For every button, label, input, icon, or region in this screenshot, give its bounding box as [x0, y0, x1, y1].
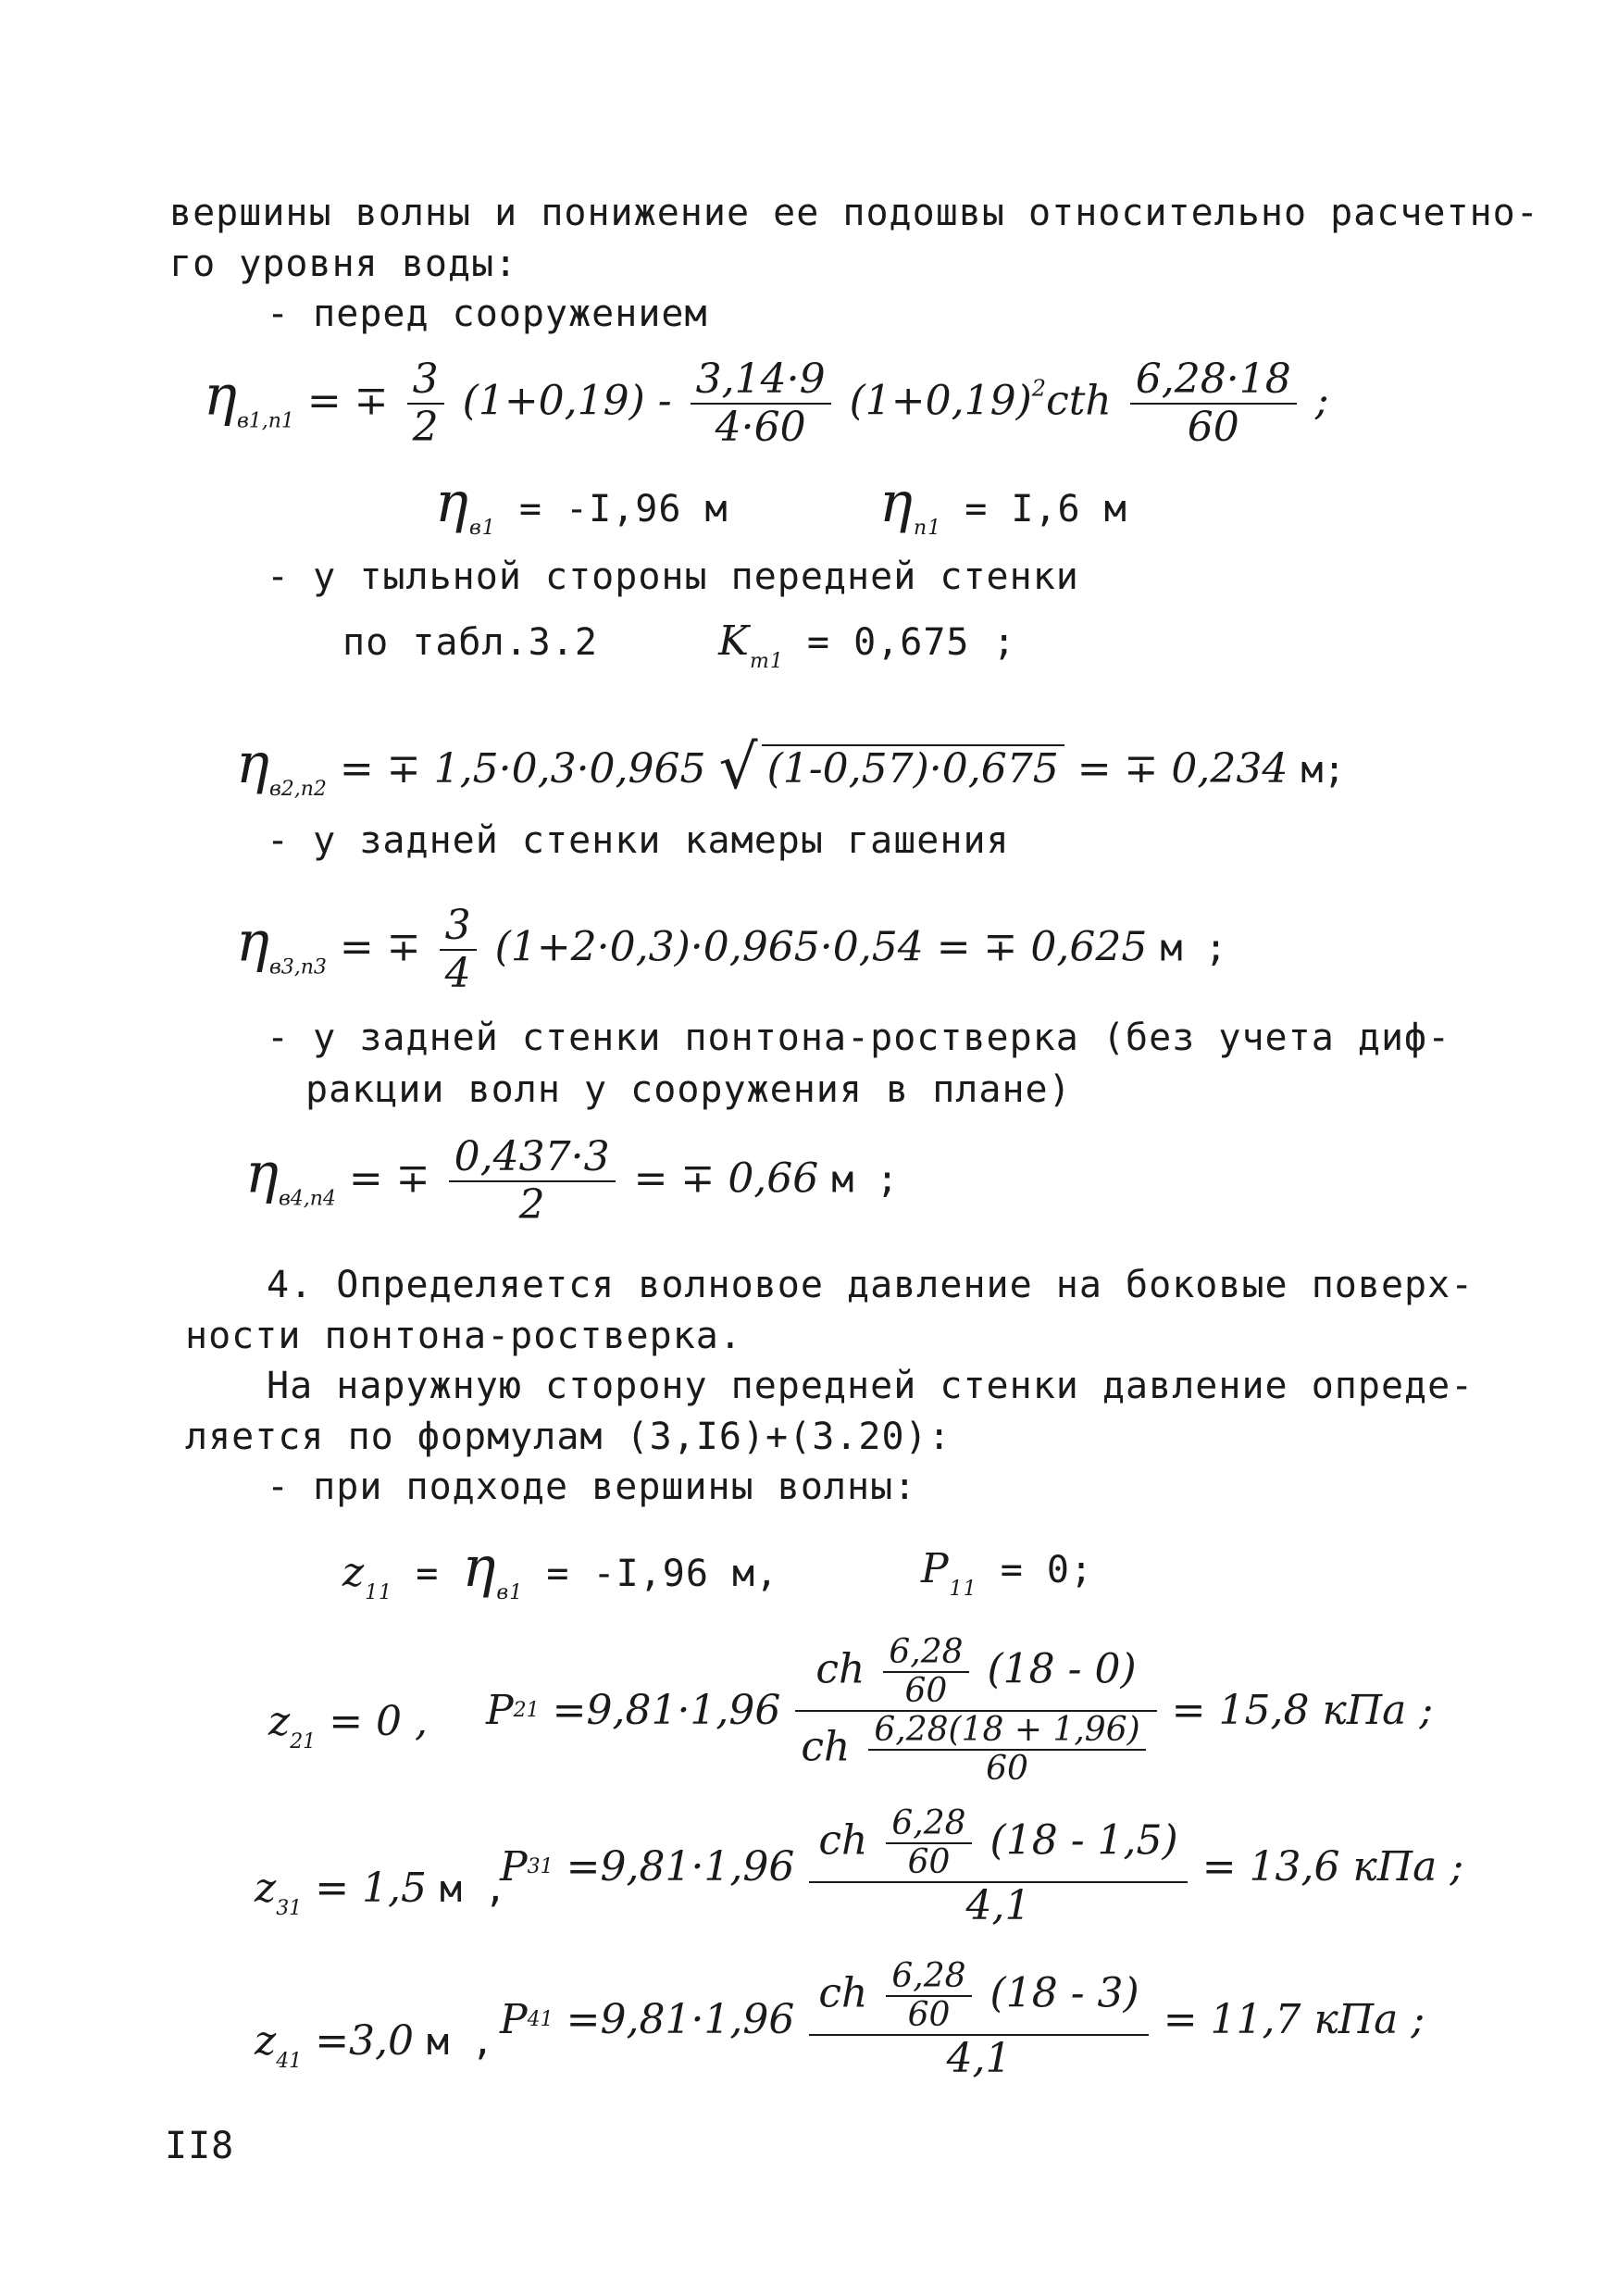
fraction: ch $\frac{6,28}{60}$ (18 - 1,5) 4,1	[809, 1805, 1187, 1929]
section4-line-1: 4. Определяется волновое давление на боковые поверх-	[267, 1264, 1475, 1306]
before-structure-label: - перед сооружением	[267, 293, 708, 335]
equation-z31: $z_{31} = 1,5$ м ,	[255, 1865, 507, 1920]
fraction: $\frac{0,437\cdot 3}{2}$	[449, 1134, 616, 1229]
sqrt-icon: √	[718, 731, 758, 803]
intro-line-1: вершины волны и понижение ее подошвы относительно расчетно-	[169, 192, 1539, 234]
fraction: $\frac{3,14\cdot 9}{4\cdot 60}$	[691, 356, 831, 451]
equation-4: $\eta_{в4,п4}$ = ∓ $\frac{0,437\cdot 3}{2}$ = ∓ 0,66 м ;	[245, 1133, 899, 1229]
equation-z21: $z_{21} = 0$ ,	[268, 1698, 429, 1753]
equation-1: $\eta_{в1,п1}$ = ∓ $\frac{3}{2}$ (1+0,19) - $\frac{3,14\cdot 9}{4\cdot 60}$ $(1+0,19)^2cth$ $\frac{6,28\cdot 18}{60}$ ;	[204, 356, 1329, 451]
equation-3: $\eta_{в3,п3}$ = ∓ $\frac{3}{4}$ (1+2·0,3)·0,965·0,54 = ∓ 0,625 м ;	[236, 902, 1227, 997]
fraction: ch $\frac{6,28}{60}$ (18 - 0) ch $\frac{6,28(18 + 1,96)}{60}$	[795, 1634, 1156, 1788]
section4-line-3: На наружную сторону передней стенки давление опреде-	[267, 1365, 1475, 1407]
equation-p41: P41 =9,81·1,96 ch $\frac{6,28}{60}$ (18 - 3) 4,1 = 11,7 кПа ;	[500, 1957, 1425, 2082]
fraction: $\frac{3}{4}$	[440, 903, 477, 997]
eta-symbol: η	[204, 363, 237, 429]
page-number: II8	[165, 2125, 235, 2167]
equation-p11: $P_{11} = 0$;	[921, 1545, 1094, 1601]
section4-line-5: - при подходе вершины волны:	[267, 1466, 917, 1508]
rear-front-wall-label: - у тыльной стороны передней стенки	[267, 555, 1079, 598]
equation-p31: P31 =9,81·1,96 ch $\frac{6,28}{60}$ (18 - 1,5) 4,1 = 13,6 кПа ;	[500, 1804, 1464, 1929]
equation-2: $\eta_{в2,п2}$ = ∓ 1,5·0,3·0,965 √ (1-0,57)·0,675 = ∓ 0,234 м;	[236, 731, 1346, 803]
result-eta-p1: $\eta_{п1} = I,6$ м	[879, 470, 1127, 540]
back-wall-pontoon-line-1: - у задней стенки понтона-ростверка (без учета диф-	[267, 1017, 1451, 1059]
fraction: $\frac{3}{2}$	[407, 356, 444, 451]
back-wall-pontoon-line-2: ракции волн у сооружения в плане)	[305, 1068, 1072, 1111]
fraction: ch $\frac{6,28}{60}$ (18 - 3) 4,1	[809, 1958, 1148, 2082]
section4-line-4: ляется по формулам (3,I6)+(3.20):	[185, 1416, 952, 1458]
result-eta-b1: $\eta_{в1} = -I,96$ м	[435, 470, 728, 540]
fraction: $\frac{6,28\cdot 18}{60}$	[1130, 356, 1297, 451]
section4-line-2: ности понтона-ростверка.	[185, 1315, 742, 1357]
back-wall-chamber-label: - у задней стенки камеры гашения	[267, 819, 1010, 862]
intro-line-2: го уровня воды:	[169, 243, 518, 285]
equation-p21: P21 =9,81·1,96 ch $\frac{6,28}{60}$ (18 - 0) ch $\frac{6,28(18 + 1,96)}{60}$ = 15,8 кПа ;	[486, 1633, 1434, 1788]
table-reference: по табл.3.2 $K_{т1} = 0,675$ ;	[342, 618, 1016, 673]
equation-z41: $z_{41} =3,0$ м ,	[255, 2017, 494, 2073]
equation-z11: $z_{11} = \eta_{в1} = -I,96$ м,	[342, 1535, 779, 1604]
